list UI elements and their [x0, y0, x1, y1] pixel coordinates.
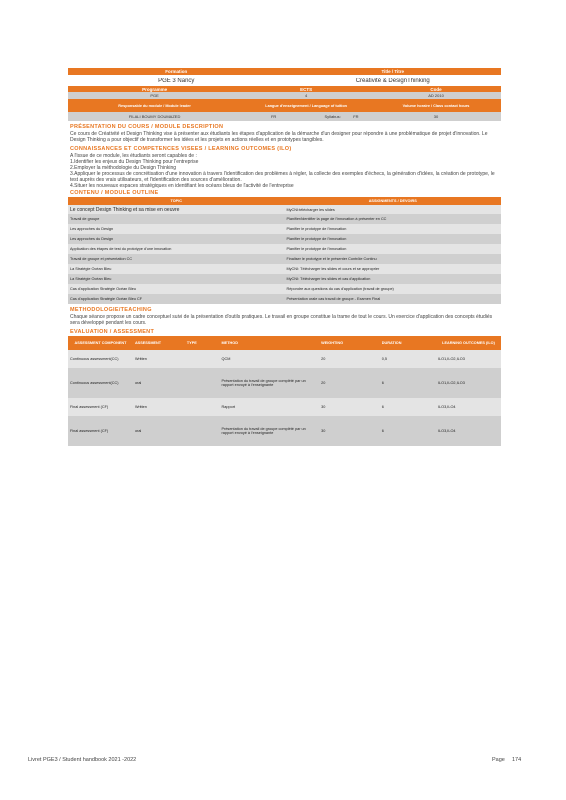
assignment-cell: Finaliser le prototype et le présenter Contrôle Continu [286, 257, 377, 261]
hours-value: 30 [433, 114, 439, 119]
topic-cell: Travail de groupe et présentation CC [70, 257, 133, 261]
formation-value-row [68, 75, 501, 86]
code-label: Code [430, 86, 442, 92]
component-cell: Final assessment (CF) [70, 405, 109, 409]
duration-cell: 6 [381, 405, 384, 409]
evaluation-table-header [68, 336, 501, 350]
assessment-cell: oral [134, 429, 142, 433]
topic-cell: Cas d'application Stratégie Océan Bleu [70, 287, 136, 291]
evaluation-header: EVALUATION / ASSESSMENT [70, 329, 155, 335]
outline-table [68, 197, 501, 304]
ilo-item-3: 3.Appliquer le processus de concrétisation d'une innovation à travers l'identification des problèmes à régler, la collecte des exemples d'échecs, la génération d'idées, la création de prototype, le test auprès des vrais utilisateurs, et l'identification des sources d'amélioration. [70, 171, 495, 183]
assignment-cell: Planifier le prototype de l'innovation [286, 237, 347, 241]
method-cell: Présentation du travail de groupe complété par un rapport envoyé à l'enseignante [221, 427, 306, 435]
ilo-item-1: 1.Identifier les enjeux du Design Thinking pour l'entreprise [70, 159, 199, 165]
method-cell: Rapport [221, 405, 236, 409]
syllabus-label: Syllabus: [324, 114, 341, 119]
table-row [68, 224, 501, 234]
programme-header-row [68, 86, 501, 92]
ilo-cell: ILO1,ILO2,ILO3 [438, 381, 465, 385]
title-label: Title / Titre [381, 69, 405, 74]
assignment-cell: Répondre aux questions du cas d'application (travail de groupe) [286, 287, 394, 291]
table-row [68, 205, 501, 214]
weighting-cell: 30 [321, 429, 326, 433]
ilo-cell: ILO3,ILO4 [438, 429, 456, 433]
formation-label: Formation [165, 69, 188, 74]
programme-label: Programme [142, 86, 168, 92]
table-row [68, 368, 501, 398]
course-title: Créativité & DesignThinking [355, 77, 430, 84]
ilo-intro: A l'issue de ce module, les étudiants seront capables de : [70, 153, 197, 159]
presentation-text: Ce cours de Créativité et Design Thinking vise à présenter aux étudiants les étapes d'application de la démarche d'un designer pour répondre à une problématique de projet d'innovation. Le Design Thinking a pour objectif de transformer les idées et les projets en actions réelles et en prototypes tangibles. [70, 131, 488, 143]
topic-cell: Application des étapes de test du prototype d'une innovation [70, 247, 172, 251]
language-value: FR [270, 114, 277, 119]
assessment-cell: Written [134, 357, 147, 361]
type-column-header: TYPE [186, 341, 197, 345]
assessment-column-header: ASSESSMENT [134, 341, 162, 345]
presentation-header: PRÉSENTATION DU COURS / MODULE DESCRIPTION [70, 124, 224, 130]
table-row [68, 254, 501, 264]
topic-cell: Le concept Design Thinking et sa mise en oeuvre [70, 206, 180, 213]
evaluation-table [68, 336, 501, 446]
table-row [68, 244, 501, 254]
table-row [68, 416, 501, 446]
ilo-item-4: 4.Situer les nouveaux espaces stratégiques en identifiant les océans bleus de l'activité de l'entreprise [70, 183, 294, 189]
table-row [68, 398, 501, 416]
topic-cell: Les approches du Design [70, 237, 114, 241]
assignment-cell: Planifier/identifier la page de l'innovation à présenter en CC [286, 217, 387, 221]
ects-value: 4 [305, 93, 308, 98]
outline-table-header [68, 197, 501, 205]
table-row [68, 350, 501, 368]
type-cell [185, 398, 220, 416]
volume-label: Volume horaire / Class contact hours [402, 103, 470, 108]
type-cell [185, 368, 220, 398]
leader-name: FILALI BOUMY DOUMAZED [128, 114, 181, 119]
table-row [68, 274, 501, 284]
table-row [68, 284, 501, 294]
ects-label: ECTS [300, 86, 313, 92]
methodology-header: METHODOLOGIE/TEACHING [70, 307, 152, 313]
assignment-cell: Planifier le prototype de l'innovation [286, 227, 347, 231]
duration-cell: 0,5 [381, 357, 387, 361]
topic-cell: Cas d'application Stratégie Océan Bleu CF [70, 297, 143, 301]
topic-cell: La Stratégie Océan Bleu [70, 267, 112, 271]
footer-page-number: 174 [512, 757, 522, 763]
assessment-cell: oral [134, 381, 142, 385]
table-row [68, 234, 501, 244]
programme-value-row [68, 92, 501, 99]
method-column-header: METHOD [221, 341, 238, 345]
topic-column-header: TOPIC [170, 199, 183, 203]
component-column-header: ASSESSMENT COMPONENT [74, 341, 127, 345]
syllabus-value: FR [353, 114, 359, 119]
ilo-header: CONNAISSANCES ET COMPETENCES VISEES / LEARNING OUTCOMES (ILO) [70, 146, 292, 152]
table-row [68, 294, 501, 304]
leader-value-row [68, 112, 501, 121]
table-row [68, 214, 501, 224]
weighting-cell: 20 [321, 357, 326, 361]
course-sheet [68, 68, 501, 446]
ilo-cell: ILO3,ILO4 [438, 405, 456, 409]
ilo-column-header: LEARNING OUTCOMES (ILO) [442, 341, 495, 345]
weighting-cell: 30 [321, 405, 326, 409]
topic-cell: La Stratégie Océan Bleu [70, 277, 112, 281]
assignment-cell: Planifier le prototype de l'innovation [286, 247, 347, 251]
topic-cell: Travail de groupe [70, 217, 100, 221]
langue-label: Langue d'enseignement / Language of tuition [265, 103, 347, 108]
duration-cell: 6 [381, 429, 384, 433]
footer-handbook: Livret PGE3 / Student handbook 2021 -2022 [28, 757, 137, 763]
weighting-column-header: WEIGHTING [321, 341, 344, 345]
assignment-cell: Présentation orale cas travail de groupe - Examen Final [286, 297, 381, 301]
topic-cell: Les approches du Design [70, 227, 114, 231]
assignments-column-header: ASSIGNMENTS / DEVOIRS [368, 199, 417, 203]
formation-header-row [68, 68, 501, 75]
component-cell: Continuous assessment(CC) [70, 357, 119, 361]
outline-header: CONTENU / MODULE OUTLINE [70, 190, 159, 196]
footer-page-label: Page [492, 757, 505, 763]
leader-header-row [68, 99, 501, 112]
assessment-cell: Written [134, 405, 147, 409]
duration-cell: 6 [381, 381, 384, 385]
component-cell: Final assessment (CF) [70, 429, 109, 433]
assignment-cell: MyCNI: Télécharger les slides et cours et se approprier [286, 267, 380, 271]
assignment-cell: MyCNI: Télécharger les slides et cas d'application [286, 277, 371, 281]
responsable-label: Responsable du module / Module leader [118, 103, 191, 108]
weighting-cell: 20 [321, 381, 326, 385]
type-cell [185, 350, 220, 368]
programme-value: PGE [150, 93, 159, 98]
methodology-text: Chaque séance propose un cadre conceptuel suivi de la présentation d'outils pratiques. Le travail en groupe constitue la trame de tout le cours. Un exercice d'application des concepts étudiés sera développé pendant les cours. [70, 314, 493, 326]
assignment-cell: MyCNI:télécharger les slides [286, 207, 335, 212]
table-row [68, 264, 501, 274]
duration-column-header: DURATION [381, 341, 402, 345]
ilo-cell: ILO1,ILO2,ILO3 [438, 357, 465, 361]
ilo-item-2: 2.Employer la méthodologie du Design Thinking [70, 165, 177, 171]
programme-name: PGE 3 Nancy [158, 77, 195, 84]
code-value: AD 2010 [428, 93, 444, 98]
method-cell: Présentation du travail de groupe complété par un rapport envoyé à l'enseignante [221, 379, 306, 387]
component-cell: Continuous assessment(CC) [70, 381, 119, 385]
type-cell [185, 416, 220, 446]
method-cell: QCM [221, 357, 231, 361]
